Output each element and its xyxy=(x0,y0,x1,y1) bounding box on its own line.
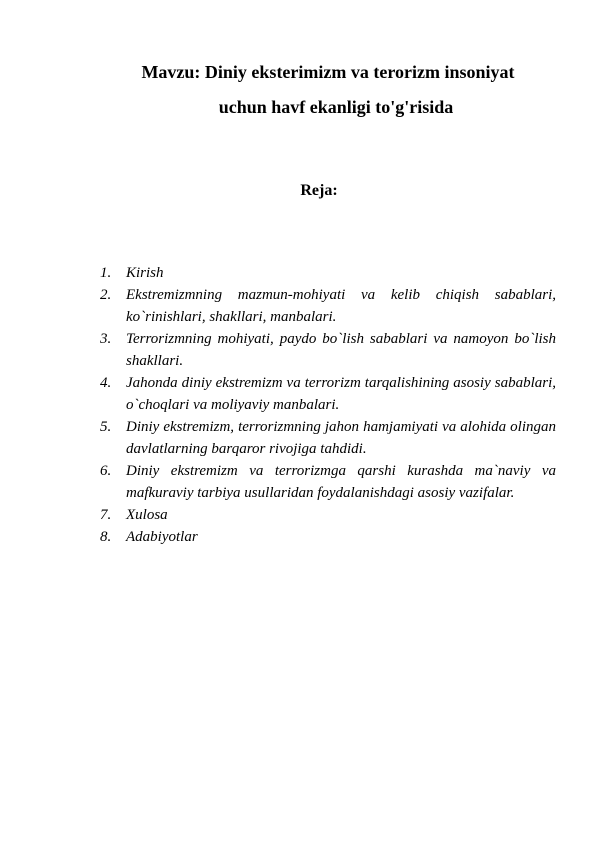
plan-item-text: Kirish xyxy=(126,265,164,281)
plan-item-number: 3. xyxy=(100,331,112,347)
plan-item-8 xyxy=(100,526,556,548)
plan-item-number: 7. xyxy=(100,507,112,523)
plan-item-number: 6. xyxy=(100,463,112,479)
plan-item-text: Diniy ekstremizm va terrorizmga qarshi kurashda ma`naviy va mafkuraviy tarbiya usullaridan foydalanishdagi asosiy vazifalar. xyxy=(126,463,556,501)
plan-item-number: 8. xyxy=(100,529,112,545)
plan-item-7 xyxy=(100,504,556,526)
plan-item-2 xyxy=(100,284,556,328)
plan-heading: Reja: xyxy=(300,182,338,199)
plan-item-number: 5. xyxy=(100,419,112,435)
plan-item-text: Adabiyotlar xyxy=(126,529,198,545)
plan-item-text: Ekstremizmning mazmun-mohiyati va kelib chiqish sabablari, ko`rinishlari, shakllari, manbalari. xyxy=(126,287,556,325)
plan-item-text: Xulosa xyxy=(126,507,168,523)
plan-item-number: 4. xyxy=(100,375,112,391)
plan-item-3 xyxy=(100,328,556,372)
plan-item-text: Jahonda diniy ekstremizm va terrorizm tarqalishining asosiy sabablari, o`choqlari va moliyaviy manbalari. xyxy=(126,375,556,413)
plan-item-1 xyxy=(100,262,556,284)
document-title-line-2: uchun havf ekanligi to'g'risida xyxy=(218,97,454,117)
plan-list xyxy=(100,262,556,548)
plan-item-number: 2. xyxy=(100,287,112,303)
plan-item-text: Diniy ekstremizm, terrorizmning jahon hamjamiyati va alohida olingan davlatlarning barqaror rivojiga tahdidi. xyxy=(126,419,556,457)
document-title-line-1: Mavzu: Diniy eksterimizm va terorizm insoniyat xyxy=(141,62,515,82)
plan-item-text: Terrorizmning mohiyati, paydo bo`lish sabablari va namoyon bo`lish shakllari. xyxy=(126,331,556,369)
plan-item-number: 1. xyxy=(100,265,112,281)
plan-item-5 xyxy=(100,416,556,460)
plan-item-4 xyxy=(100,372,556,416)
plan-item-6 xyxy=(100,460,556,504)
